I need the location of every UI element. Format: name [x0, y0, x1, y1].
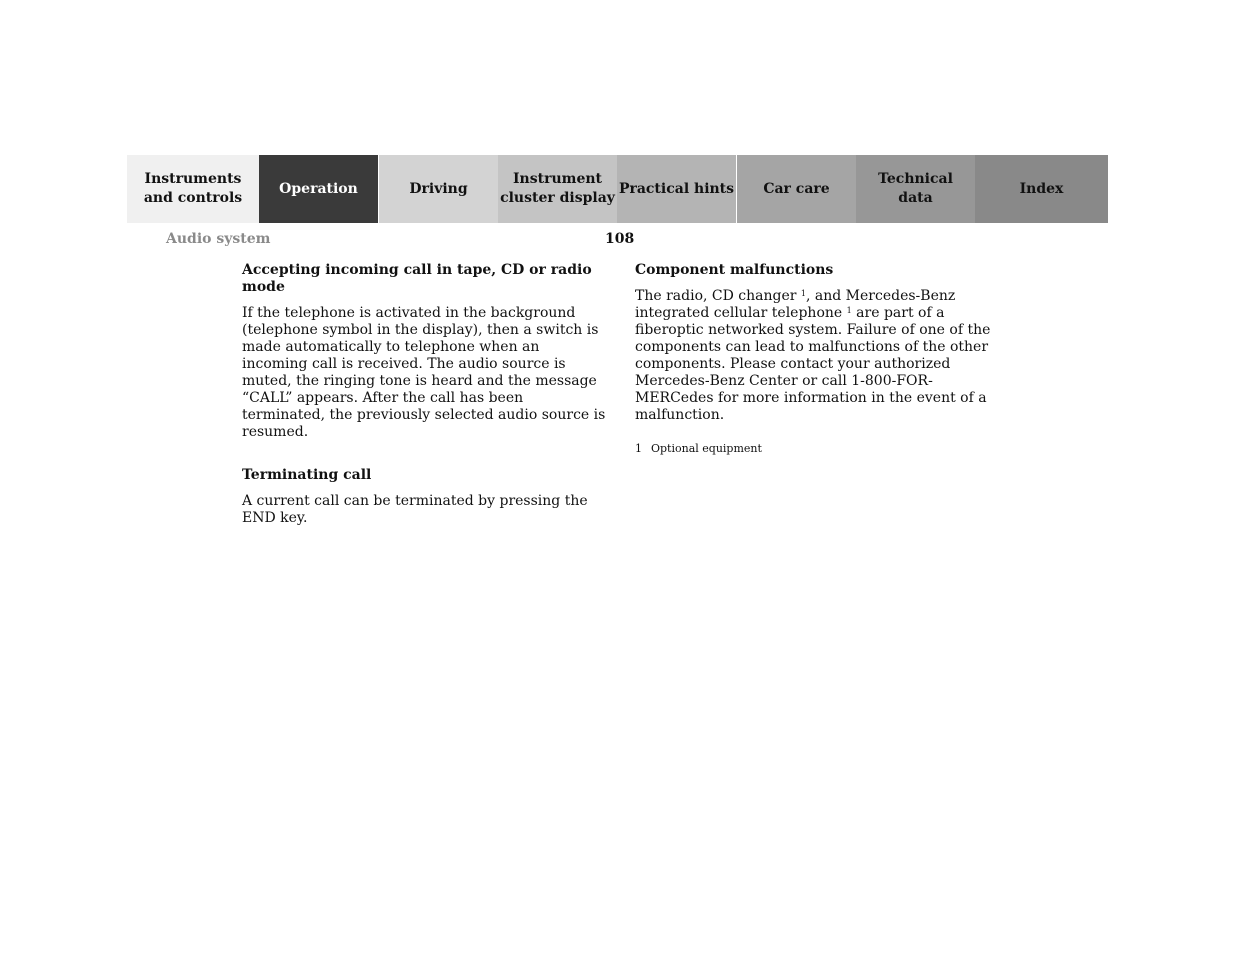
tab-label: Car care [763, 180, 830, 197]
paragraph-text: are part of a fiberoptic networked system. Failure of one of the components can lead to malfunctions of the other components. Please contact your authorized Mercedes-Benz Center or call 1-800-FOR-MERCedes for more information in the event of a malfunction. [635, 305, 991, 423]
incoming-call-heading: Accepting incoming call in tape, CD or radio mode [242, 262, 592, 295]
tab-label: Technical data [878, 171, 953, 206]
left-column [242, 262, 607, 553]
paragraph-text: The radio, CD changer [635, 288, 801, 304]
tab-label: Instrument cluster display [500, 171, 615, 206]
component-malfunctions-heading: Component malfunctions [635, 262, 834, 278]
terminating-call-heading: Terminating call [242, 467, 372, 483]
tab-instrument-cluster-display[interactable] [498, 155, 617, 223]
tab-driving[interactable] [378, 155, 498, 223]
tab-technical-data[interactable] [856, 155, 975, 223]
tab-practical-hints[interactable] [617, 155, 736, 223]
tab-label: Practical hints [618, 180, 735, 197]
tab-instruments-and-controls[interactable] [127, 155, 259, 223]
paragraph-text: , and Mercedes-Benz integrated cellular telephone [635, 288, 956, 321]
incoming-call-paragraph: If the telephone is activated in the background (telephone symbol in the display), then a switch is made automatically to telephone when an incoming call is received. The audio source is muted, the ringing tone is heard and the message “CALL” appears. After the call has been terminated, the previously selected audio source is resumed. [242, 305, 606, 440]
footnote-reference: 1 [800, 289, 806, 298]
tab-index[interactable] [975, 155, 1108, 223]
right-column [635, 262, 1000, 456]
tab-label: Instruments and controls [143, 171, 243, 206]
page-number: 108 [605, 231, 635, 247]
section-title: Audio system [166, 231, 271, 247]
footnote-number: 1 [635, 442, 642, 455]
footnote-reference: 1 [846, 306, 852, 315]
footnote-text: Optional equipment [651, 442, 762, 455]
component-malfunctions-paragraph [635, 288, 1000, 424]
footnote [635, 442, 1000, 456]
chapter-tab-bar [127, 155, 1108, 223]
tab-operation[interactable] [259, 155, 378, 223]
tab-label: Driving [409, 180, 468, 197]
tab-car-care[interactable] [736, 155, 856, 223]
tab-label: Index [1019, 180, 1064, 197]
tab-label: Operation [279, 180, 358, 197]
terminating-call-paragraph: A current call can be terminated by pressing the END key. [242, 493, 588, 526]
